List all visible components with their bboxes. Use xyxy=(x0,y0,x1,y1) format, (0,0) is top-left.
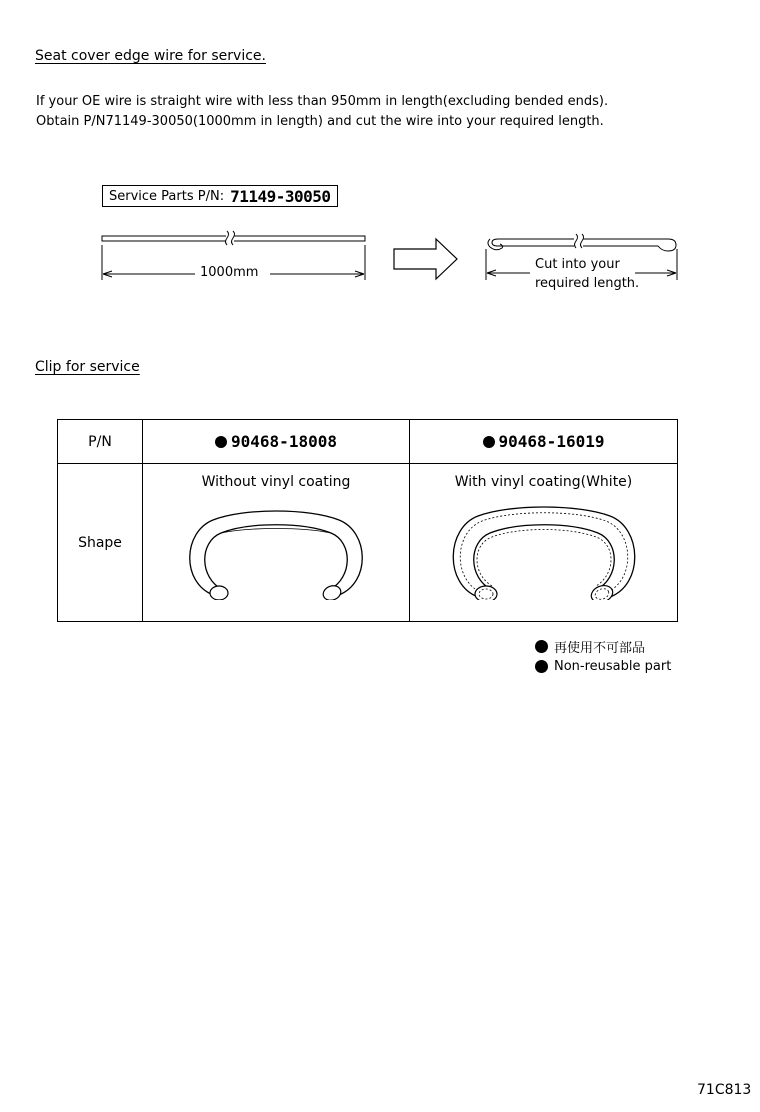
section-heading-clip: Clip for service xyxy=(35,359,140,375)
non-reusable-dot-icon xyxy=(535,640,548,653)
legend-english-label: Non-reusable part xyxy=(554,658,672,674)
pn-header: P/N xyxy=(88,433,112,450)
clip-plain-drawing xyxy=(143,490,409,600)
shape-header: Shape xyxy=(78,534,122,551)
col2-shape-cell xyxy=(410,464,678,622)
col1-part-number: 90468-18008 xyxy=(231,432,337,451)
clip-coated-drawing xyxy=(410,490,677,600)
non-reusable-dot-icon xyxy=(215,436,227,448)
clip-table xyxy=(57,419,678,622)
cut-note-line-2: required length. xyxy=(531,276,643,291)
col2-pn-cell xyxy=(410,420,678,464)
col1-pn-cell xyxy=(143,420,410,464)
service-part-box xyxy=(102,185,338,207)
page-code: 71C813 xyxy=(697,1082,752,1098)
legend-japanese-label: 再使用不可部品 xyxy=(554,640,646,656)
pn-header-cell xyxy=(58,420,143,464)
service-part-number: 71149-30050 xyxy=(230,186,331,206)
cut-note-line-1: Cut into your xyxy=(531,257,624,272)
col2-part-number: 90468-16019 xyxy=(498,432,605,451)
right-arrow-icon xyxy=(394,239,457,279)
section-heading-wire: Seat cover edge wire for service. xyxy=(35,48,266,64)
col2-description: With vinyl coating(White) xyxy=(454,474,633,490)
col1-description: Without vinyl coating xyxy=(201,474,351,490)
instruction-line-2: Obtain P/N71149-30050(1000mm in length) and cut the wire into your required length. xyxy=(36,114,604,129)
non-reusable-dot-icon xyxy=(535,660,548,673)
col1-shape-cell xyxy=(143,464,410,622)
length-dimension-label: 1000mm xyxy=(196,265,262,280)
legend-item-japanese xyxy=(535,636,645,656)
non-reusable-dot-icon xyxy=(483,436,495,448)
service-part-label: Service Parts P/N: xyxy=(109,188,225,204)
shape-header-cell xyxy=(58,464,143,622)
instruction-line-1: If your OE wire is straight wire with less than 950mm in length(excluding bended ends). xyxy=(36,94,609,109)
legend-item-english xyxy=(535,656,671,676)
